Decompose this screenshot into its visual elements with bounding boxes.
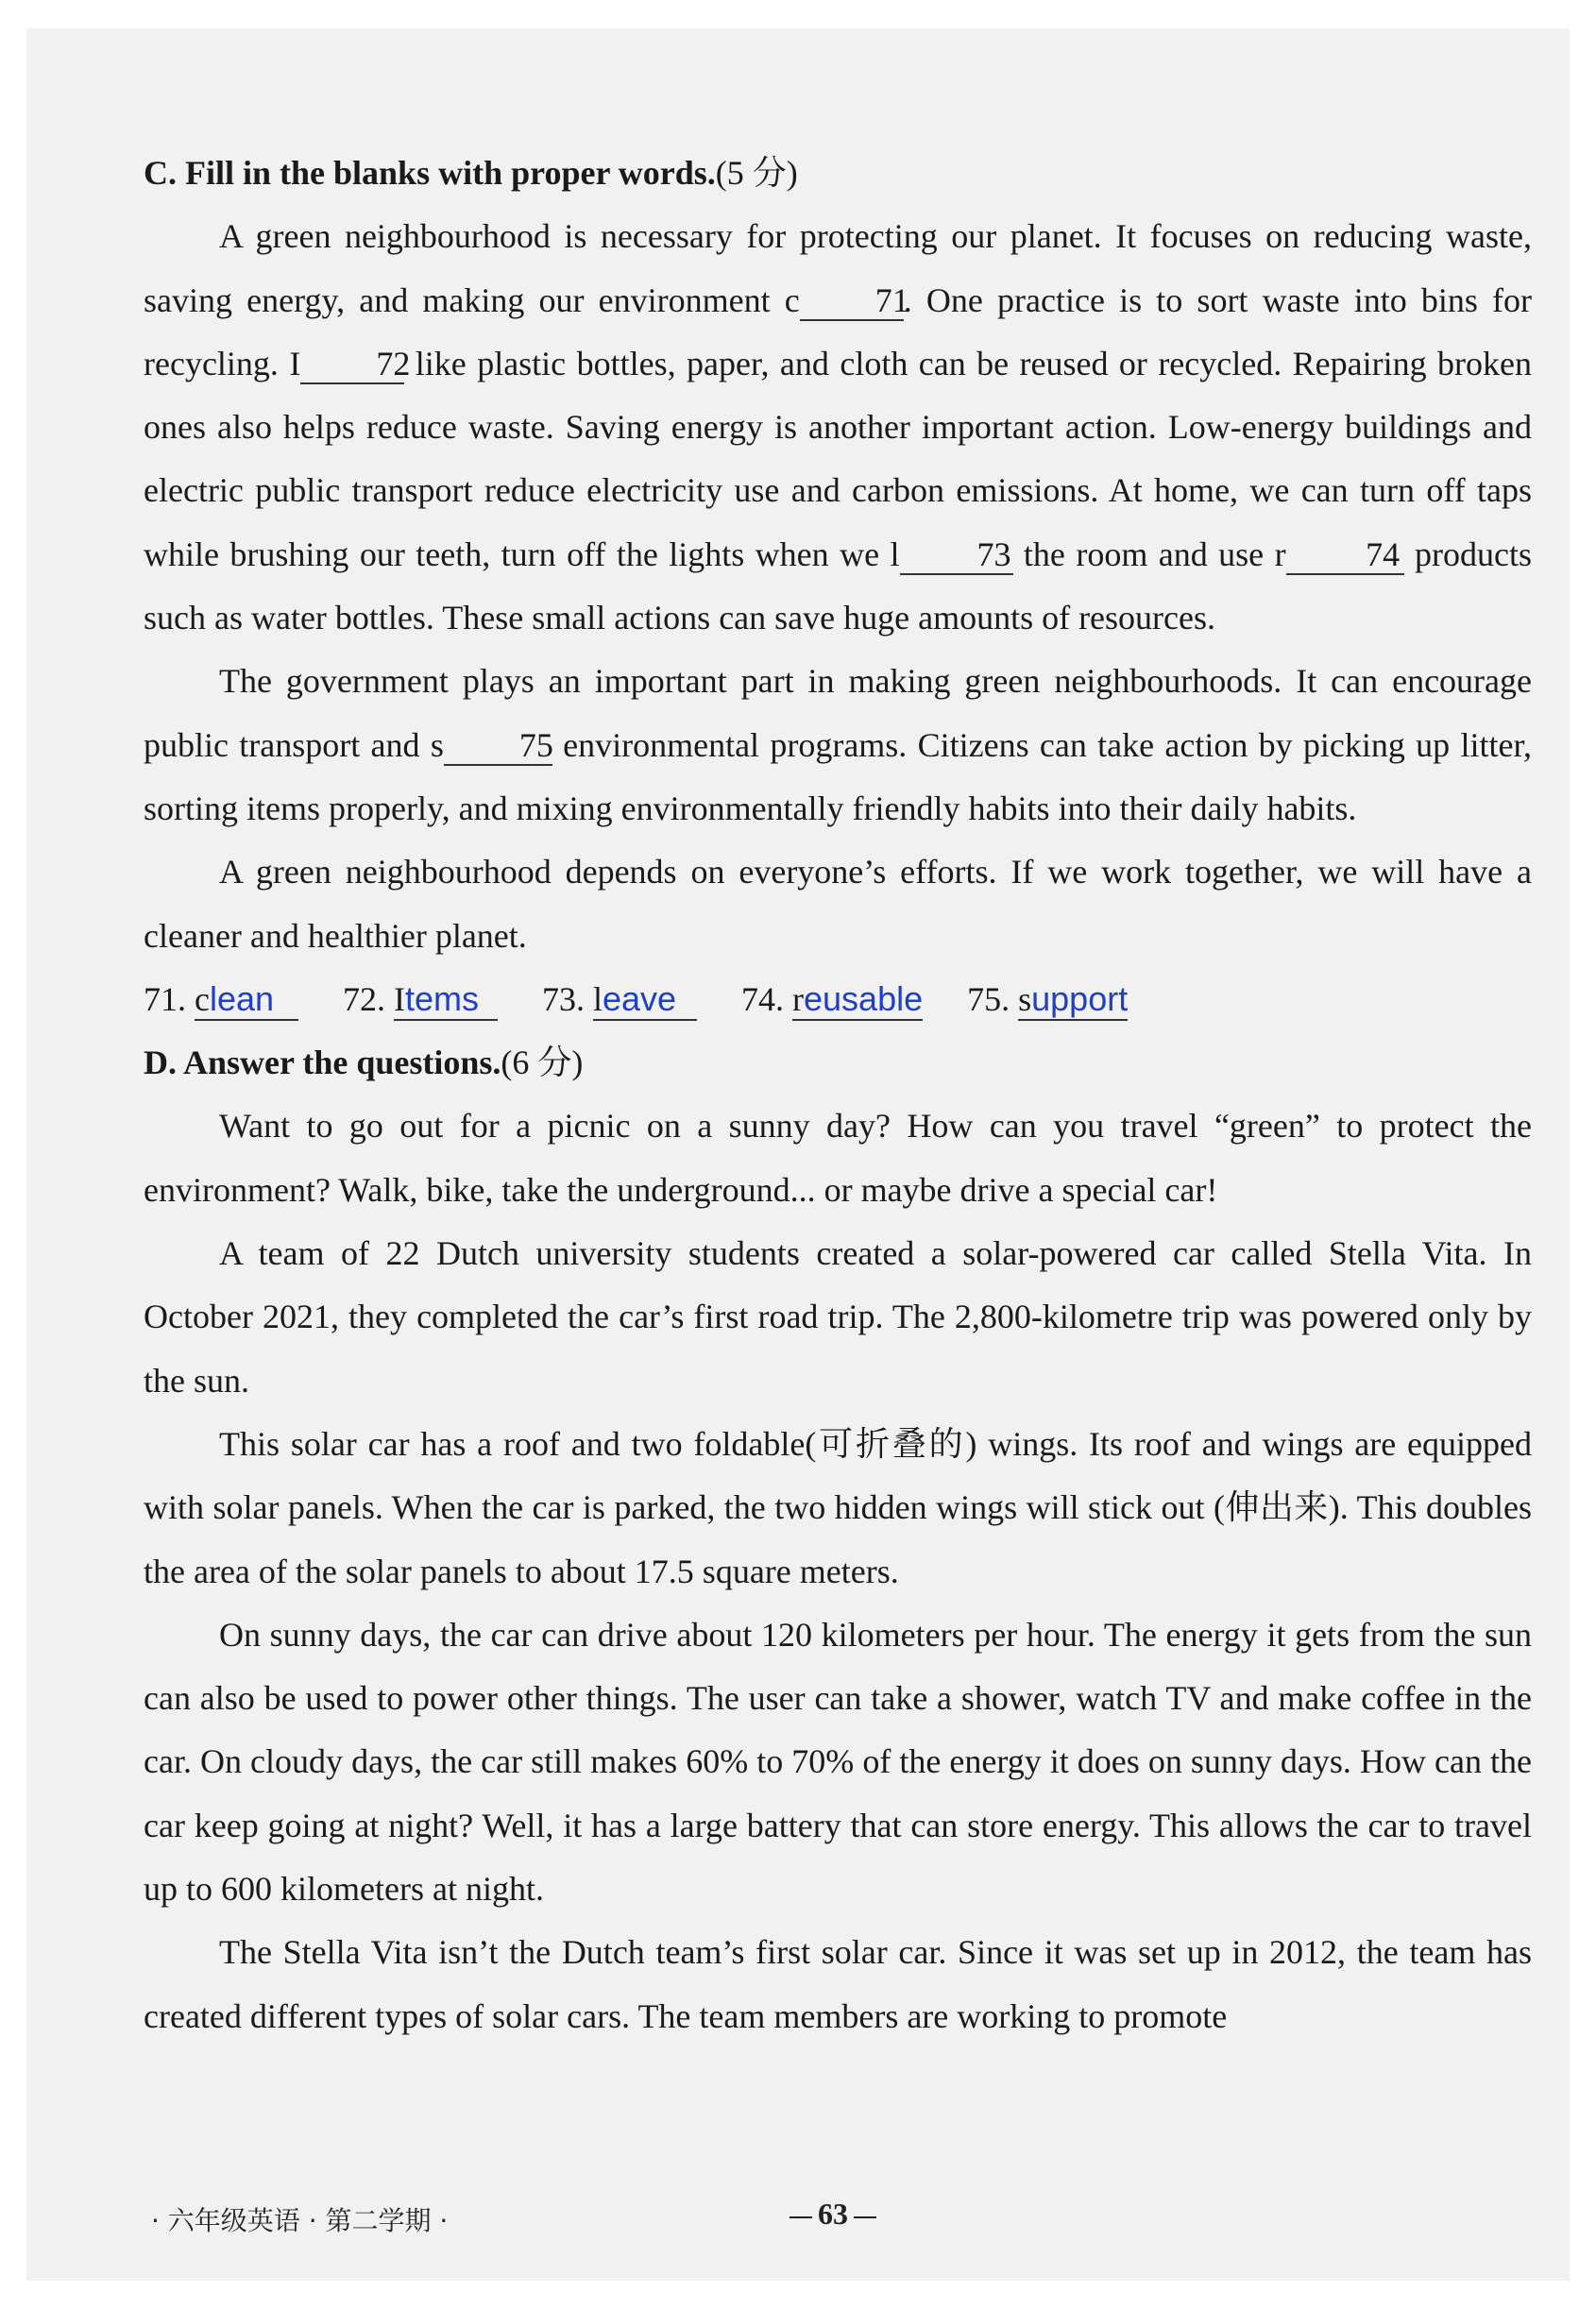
section-d-paragraph-2: A team of 22 Dutch university students created a solar-powered car called Stella Vita. In October 2021, they completed the car’s first road trip. The 2,800-kilometre trip was powered only by the sun.	[144, 1234, 1532, 1400]
section-d-paragraph-4: On sunny days, the car can drive about 120 kilometers per hour. The energy it gets from the sun can also be used to power other things. The user can take a shower, watch TV and make coffee in the car. On cloudy days, the car still makes 60% to 70% of the energy it does on sunny days. How can the car keep going at night? Well, it has a large battery that can store energy. This allows the car to travel up to 600 kilometers at night.	[144, 1615, 1532, 1909]
answer-71-field[interactable]: clean	[195, 982, 298, 1021]
answer-75-field[interactable]: support	[1018, 982, 1128, 1021]
section-d-paragraph-1: Want to go out for a picnic on a sunny day? How can you travel “green” to protect the environment? Walk, bike, take the underground... or maybe drive a special car!	[144, 1107, 1532, 1209]
blank-73-letter: l	[890, 535, 900, 573]
blank-73[interactable]: 73	[900, 537, 1013, 575]
section-d-paragraph-5: The Stella Vita isn’t the Dutch team’s first solar car. Since it was set up in 2012, the team has created different types of solar cars. The team members are working to promote	[144, 1933, 1532, 2035]
answer-75: 75. support	[967, 968, 1128, 1031]
footer-course-label: · 六年级英语 · 第二学期 ·	[151, 2205, 449, 2236]
section-c-title: C. Fill in the blanks with proper words.	[144, 154, 716, 192]
blank-71[interactable]: 71	[800, 283, 904, 321]
page-content	[144, 142, 1532, 2048]
answer-73: 73. leave	[542, 968, 697, 1031]
blank-74[interactable]: 74	[1286, 537, 1404, 575]
blank-75-letter: s	[430, 725, 444, 764]
section-d-heading	[144, 1031, 1532, 1095]
blank-74-letter: r	[1274, 535, 1286, 573]
blank-71-letter: c	[784, 280, 800, 319]
dash-right	[854, 2216, 876, 2218]
blank-72-letter: I	[289, 344, 301, 382]
section-d-title: D. Answer the questions.	[144, 1044, 501, 1082]
section-c-paragraph-3: A green neighbourhood depends on everyone’s efforts. If we work together, we will have a cleaner and healthier planet.	[144, 853, 1532, 955]
answer-74: 74. reusable	[741, 968, 923, 1031]
answer-74-field[interactable]: reusable	[792, 982, 923, 1021]
answer-72-field[interactable]: Items	[394, 982, 498, 1021]
blank-72[interactable]: 72	[300, 347, 404, 384]
answer-71: 71. clean	[144, 968, 298, 1031]
section-c-heading	[144, 142, 1532, 205]
section-d-score: (6 分)	[501, 1044, 584, 1082]
section-c-paragraph-2: The government plays an important part in making green neighbourhoods. It can encourage public transport and s 75 environmental programs. Citizens can take action by picking up litter, sorting items properly, and mixing environmentally friendly habits into their daily habits.	[144, 662, 1533, 827]
answer-line	[144, 968, 1532, 1031]
page-number: 63	[784, 2197, 882, 2232]
answer-72: 72. Items	[343, 968, 498, 1031]
section-d-paragraph-3: This solar car has a roof and two foldable(可折叠的) wings. Its roof and wings are equipped with solar panels. When the car is parked, the two hidden wings will stick out (伸出来). This doubles the area of the solar panels to about 17.5 square meters.	[144, 1424, 1532, 1590]
blank-75[interactable]: 75	[444, 728, 552, 766]
section-c-paragraph-1: A green neighbourhood is necessary for protecting our planet. It focuses on reducing waste, saving energy, and making our environment c 71. One practice is to sort waste into bins for recycling. I 72 like plastic bottles, paper, and cloth can be reused or recycled. Repairing broken ones also helps reduce waste. Saving energy is another important action. Low-energy buildings and electric public transport reduce electricity use and carbon emissions. At home, we can turn off taps while brushing our teeth, turn off the lights when we l 73 the room and use r 74 products such as water bottles. These small actions can save huge amounts of resources.	[144, 217, 1533, 637]
section-c-score: (5 分)	[715, 154, 798, 192]
answer-73-field[interactable]: leave	[593, 982, 697, 1021]
dash-left	[790, 2216, 812, 2218]
